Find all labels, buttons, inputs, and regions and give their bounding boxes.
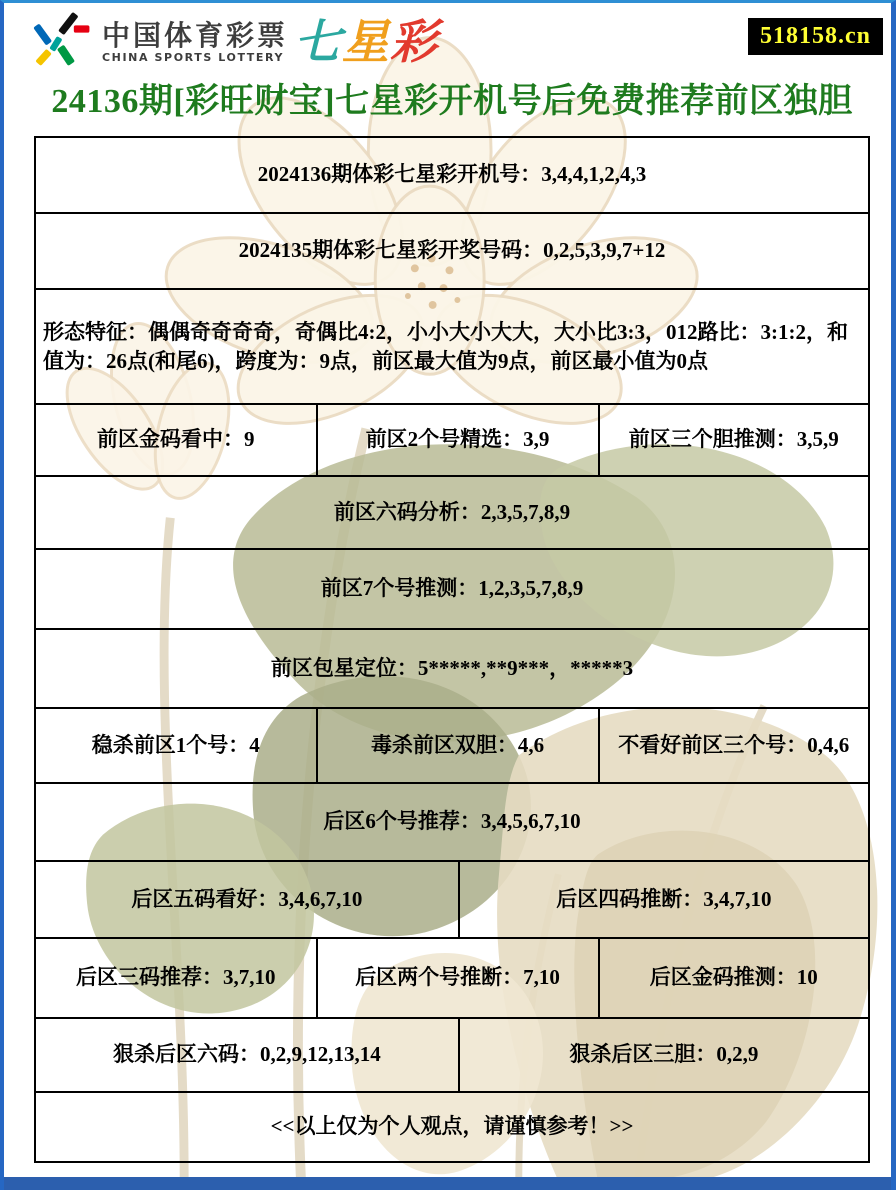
- cell-back-5-codes: 后区五码看好：3,4,6,7,10: [131, 886, 363, 911]
- cell-front-6-codes: 前区六码分析：2,3,5,7,8,9: [333, 499, 571, 524]
- header: [28, 11, 438, 74]
- cell-pattern-analysis: 形态特征：偶偶奇奇奇奇，奇偶比4:2，小小大小大大，大小比3:3，012路比：3:1:2，和值为：26点(和尾6)，跨度为：9点，前区最大值为9点，前区最小值为0点: [43, 320, 848, 373]
- table-row: [36, 860, 868, 937]
- table-row: [36, 707, 868, 782]
- cell-kill-front-2-dan: 毒杀前区双胆：4,6: [316, 709, 598, 782]
- brand-qixingcai: [294, 15, 439, 70]
- cell-front-2-picks: 前区2个号精选：3,9: [316, 405, 598, 475]
- cell-unfavored-front-3: 不看好前区三个号：0,4,6: [598, 709, 868, 782]
- table-row: [36, 1017, 868, 1091]
- brand-char-qi: 七: [294, 15, 343, 70]
- table-row: [36, 212, 868, 288]
- table-row: [36, 782, 868, 860]
- logo-english-name: CHINA SPORTS LOTTERY: [102, 50, 285, 64]
- table-row: [36, 1091, 868, 1161]
- cell-front-star-positions: 前区包星定位：5*****,**9***，*****3: [270, 655, 634, 680]
- cell-kill-back-3-dan: 狠杀后区三胆：0,2,9: [458, 1019, 868, 1091]
- table-row: [36, 475, 868, 548]
- table-row: [36, 628, 868, 707]
- cell-back-4-codes: 后区四码推断：3,4,7,10: [458, 862, 868, 937]
- site-url-badge: 518158.cn: [748, 18, 883, 55]
- china-sports-lottery-logo-icon: [28, 11, 102, 74]
- cell-back-gold-number: 后区金码推测：10: [598, 939, 868, 1017]
- cell-back-3-codes: 后区三码推荐：3,7,10: [76, 965, 276, 990]
- cell-disclaimer: <<以上仅为个人观点，请谨慎参考！>>: [270, 1114, 634, 1139]
- cell-kill-front-1: 稳杀前区1个号：4: [91, 732, 260, 757]
- cell-front-3-dan: 前区三个胆推测：3,5,9: [598, 405, 868, 475]
- logo-text: [102, 21, 288, 63]
- brand-char-xing: 星: [342, 15, 391, 70]
- table-row: [36, 548, 868, 628]
- cell-kill-back-6: 狠杀后区六码：0,2,9,12,13,14: [113, 1042, 381, 1067]
- cell-back-6-recommend: 后区6个号推荐：3,4,5,6,7,10: [323, 809, 581, 834]
- table-row: [36, 138, 868, 212]
- cell-kaiji-number: 2024136期体彩七星彩开机号：3,4,4,1,2,4,3: [257, 162, 647, 187]
- table-row: [36, 937, 868, 1017]
- prediction-table: [34, 136, 870, 1163]
- cell-back-2-numbers: 后区两个号推断：7,10: [316, 939, 598, 1017]
- table-row: [36, 288, 868, 403]
- page-title: 24136期[彩旺财宝]七星彩开机号后免费推荐前区独胆: [51, 83, 853, 120]
- cell-last-draw-result: 2024135期体彩七星彩开奖号码：0,2,5,3,9,7+12: [238, 238, 666, 263]
- logo-chinese-name: 中国体育彩票: [102, 19, 289, 53]
- brand-char-cai: 彩: [390, 15, 439, 70]
- cell-front-7-numbers: 前区7个号推测：1,2,3,5,7,8,9: [320, 576, 584, 601]
- cell-front-gold-number: 前区金码看中：9: [97, 427, 255, 452]
- footer-bar: [4, 1177, 891, 1190]
- table-row: [36, 403, 868, 475]
